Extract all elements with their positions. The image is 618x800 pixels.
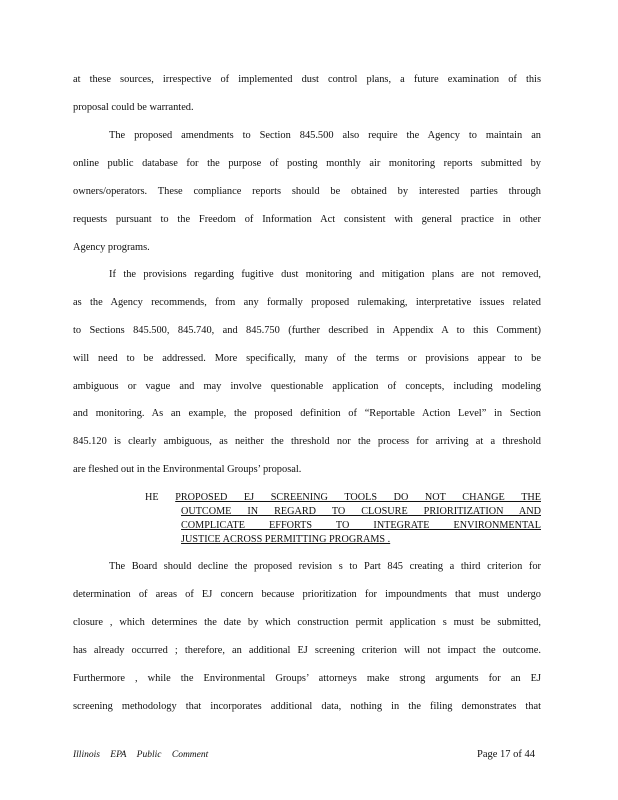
body-line: Agency programs. [73, 242, 150, 253]
body-line: If the provisions regarding fugitive dust monitoring and mitigation plans are not removed, [109, 269, 541, 280]
body-line: at these sources, irrespective of implemented dust control plans, a future examination of this [73, 74, 541, 85]
body-line: The Board should decline the proposed revision s to Part 845 creating a third criterion for [109, 561, 541, 572]
body-line: screening methodology that incorporates additional data, nothing in the filing demonstrates that [73, 701, 541, 712]
body-line: has already occurred ; therefore, an additional EJ screening criterion will not impact the outcome. [73, 645, 541, 656]
section-heading-line: OUTCOME IN REGARD TO CLOSURE PRIORITIZATION AND [181, 506, 541, 517]
footer-title: Illinois EPA Public Comment [73, 750, 209, 760]
body-line: to Sections 845.500, 845.740, and 845.750 (further described in Appendix A to this Comment) [73, 325, 541, 336]
page-number: Page 17 of 44 [477, 749, 536, 760]
body-line: requests pursuant to the Freedom of Information Act consistent with general practice in other [73, 214, 541, 225]
body-line: as the Agency recommends, from any formally proposed rulemaking, interpretative issues related [73, 297, 541, 308]
section-heading-line: COMPLICATE EFFORTS TO INTEGRATE ENVIRONMENTAL [181, 520, 541, 531]
body-line: owners/operators. These compliance reports should be obtained by interested parties through [73, 186, 541, 197]
body-line: and monitoring. As an example, the proposed definition of “Reportable Action Level” in Section [73, 408, 541, 419]
section-heading-line [145, 491, 541, 504]
body-line: proposal could be warranted. [73, 102, 194, 113]
body-line: 845.120 is clearly ambiguous, as neither the threshold nor the process for arriving at a threshold [73, 436, 541, 447]
section-heading-line: JUSTICE ACROSS PERMITTING PROGRAMS . [181, 534, 391, 545]
heading-prefix: HE [145, 492, 159, 503]
heading-text: PROPOSED EJ SCREENING TOOLS DO NOT CHANGE THE [175, 492, 541, 503]
body-line: online public database for the purpose of posting monthly air monitoring reports submitted by [73, 158, 541, 169]
body-line: will need to be addressed. More specifically, many of the terms or provisions appear to be [73, 353, 541, 364]
body-line: determination of areas of EJ concern because prioritization for impoundments that must undergo [73, 589, 541, 600]
body-line: The proposed amendments to Section 845.500 also require the Agency to maintain an [109, 130, 541, 141]
body-line: Furthermore , while the Environmental Groups’ attorneys make strong arguments for an EJ [73, 673, 541, 684]
body-line: closure , which determines the date by which construction permit application s must be submitted, [73, 617, 541, 628]
body-line: are fleshed out in the Environmental Groups’ proposal. [73, 464, 302, 475]
body-line: ambiguous or vague and may involve questionable application of concepts, including modeling [73, 381, 541, 392]
